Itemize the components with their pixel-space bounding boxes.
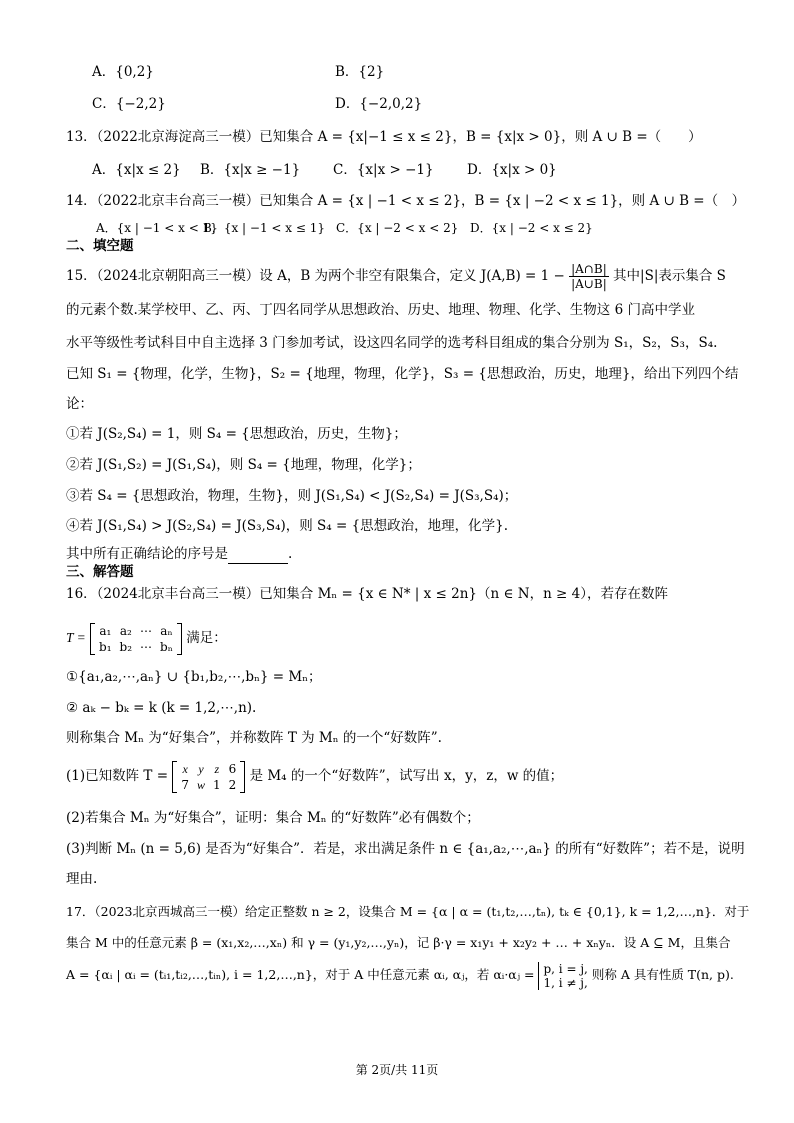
q16-matrix-line: [66, 620, 227, 656]
q16-part1-text: (1)已知数阵 T =: [66, 768, 169, 784]
q13-option-d: D．{x|x > 0}: [467, 162, 557, 178]
q14-stem: 14．（2022北京丰台高三一模）已知集合 A = {x | −1 < x ≤ 2}，B = {x | −2 < x ≤ 1}，则 A ∪ B =（ ）: [66, 193, 746, 209]
matrix-cell: 7: [181, 777, 189, 792]
q12-option-a: A．{0,2}: [92, 64, 154, 80]
q16-part2: (2)若集合 Mₙ 为“好集合”，证明：集合 Mₙ 的“好数阵”必有偶数个；: [66, 810, 480, 826]
q15-conclusion-3: ③若 S₄ = {思想政治，物理，生物}，则 J(S₁,S₄) < J(S₂,S₄) = J(S₃,S₄)；: [66, 488, 518, 504]
q16-part1: [66, 758, 563, 794]
q17-case-1: p, i = j,: [543, 961, 588, 976]
q15-fraction-denominator: |A∪B|: [571, 277, 607, 291]
q15-line4: 已知 S₁ = {物理，化学，生物}，S₂ = {地理，物理，化学}，S₃ = {思想政治，历史，地理}，给出下列四个结: [66, 366, 739, 382]
matrix-cell: a₂: [119, 623, 132, 638]
q17-piecewise: [538, 962, 587, 990]
matrix-cell: z: [214, 761, 220, 776]
section-answer-heading: 三、解答题: [66, 564, 134, 580]
q15-line1-tail: 其中|S|表示集合 S: [613, 268, 726, 284]
q16-matrix-after: 满足：: [186, 630, 227, 646]
page-footer: 第 2页/共 11页: [355, 1063, 439, 1077]
q16-part3-continued: 理由.: [66, 871, 98, 887]
q14-option-d: D．{x | −2 < x ≤ 2}: [470, 221, 593, 235]
q17-line3-tail: 则称 A 具有性质 T(n, p).: [591, 967, 734, 982]
q12-option-c: C．{−2,2}: [92, 96, 166, 112]
q16-matrix-label: T =: [66, 630, 86, 645]
matrix-cell: b₁: [99, 639, 112, 654]
q12-option-b: B．{2}: [335, 64, 385, 80]
q17-line2: 集合 M 中的任意元素 β = (x₁,x₂,…,xₙ) 和 γ = (y₁,y₂,…,yₙ)，记 β·γ = x₁y₁ + x₂y₂ + … + xₙyₙ．设 A ⊆ M，且集合: [66, 935, 731, 950]
answer-blank: [228, 549, 288, 564]
matrix-cell: bₙ: [160, 639, 173, 654]
q16-part3: (3)判断 Mₙ (n = 5,6) 是否为“好集合”．若是，求出满足条件 n ∈ {a₁,a₂,⋯,aₙ} 的所有“好数阵”；若不是，说明: [66, 841, 745, 857]
q15-question: 其中所有正确结论的序号是 .: [66, 546, 293, 562]
q15-fraction: [569, 262, 609, 291]
matrix-cell: b₂: [119, 639, 133, 654]
q15-conclusion-1: ①若 J(S₂,S₄) = 1，则 S₄ = {思想政治，历史，生物}；: [66, 426, 407, 442]
q12-option-d: D．{−2,0,2}: [335, 96, 423, 112]
q15-line2: 的元素个数.某学校甲、乙、丙、丁四名同学从思想政治、历史、地理、物理、化学、生物这 6 门高中学业: [66, 302, 695, 318]
q16-matrix-example: [172, 761, 245, 793]
matrix-cell: ⋯: [140, 639, 153, 654]
q15-question-text: 其中所有正确结论的序号是: [66, 546, 228, 562]
q14-option-a: A．{x | −1 < x < 1}: [96, 221, 218, 235]
q16-line1: 16．（2024北京丰台高三一模）已知集合 Mₙ = {x ∈ N* | x ≤ 2n}（n ∈ N，n ≥ 4），若存在数阵: [66, 586, 668, 602]
matrix-cell: w: [196, 777, 205, 792]
q15-line5: 论：: [66, 396, 93, 412]
q15-line3: 水平等级性考试科目中自主选择 3 门参加考试，设这四名同学的选考科目组成的集合分别为 S₁，S₂，S₃，S₄.: [66, 335, 718, 351]
q17-line3: [66, 958, 734, 992]
matrix-cell: y: [198, 761, 204, 776]
q13-option-c: C．{x|x > −1}: [333, 162, 434, 178]
q16-condition-1: ①{a₁,a₂,⋯,aₙ} ∪ {b₁,b₂,⋯,bₙ} = Mₙ；: [66, 669, 322, 685]
q17-line3-text: A = {αᵢ | αᵢ = (tᵢ₁,tᵢ₂,…,tᵢₙ), i = 1,2,…,n}，对于 A 中任意元素 αᵢ, αⱼ，若 αᵢ·αⱼ =: [66, 967, 535, 982]
q16-matrix-t: [90, 623, 182, 655]
q14-option-b: B．{x | −1 < x ≤ 1}: [203, 221, 325, 235]
q15-conclusion-2: ②若 J(S₁,S₂) = J(S₁,S₄)，则 S₄ = {地理，物理，化学}；: [66, 457, 421, 473]
matrix-cell: 1: [212, 777, 221, 792]
q15-conclusion-4: ④若 J(S₁,S₄) > J(S₂,S₄) = J(S₃,S₄)，则 S₄ = {思想政治，地理，化学}.: [66, 518, 509, 534]
q15-line1-text: 15．（2024北京朝阳高三一模）设 A，B 为两个非空有限集合，定义 J(A,B) = 1 −: [66, 268, 565, 284]
q14-option-c: C．{x | −2 < x < 2}: [336, 221, 459, 235]
q16-definition: 则称集合 Mₙ 为“好集合”，并称数阵 T 为 Mₙ 的一个“好数阵”.: [66, 730, 442, 746]
q16-condition-2: ② aₖ − bₖ = k (k = 1,2,⋯,n).: [66, 700, 257, 716]
q13-stem: 13．（2022北京海淀高三一模）已知集合 A = {x|−1 ≤ x ≤ 2}，B = {x|x > 0}，则 A ∪ B =（ ）: [66, 129, 702, 145]
matrix-cell: 2: [228, 777, 237, 792]
matrix-cell: ⋯: [140, 623, 153, 638]
matrix-cell: x: [182, 761, 188, 776]
matrix-cell: 6: [228, 761, 237, 776]
q16-part1-tail: 是 M₄ 的一个“好数阵”，试写出 x，y，z，w 的值；: [249, 768, 564, 784]
q13-option-a: A．{x|x ≤ 2}: [92, 162, 181, 178]
q13-option-b: B．{x|x ≥ −1}: [200, 162, 301, 178]
section-fill-in-heading: 二、填空题: [66, 238, 134, 254]
q17-line1: 17．（2023北京西城高三一模）给定正整数 n ≥ 2，设集合 M = {α | α = (t₁,t₂,…,tₙ), tₖ ∈ {0,1}, k = 1,2,…,n}．对于: [66, 904, 750, 919]
q15-fraction-numerator: |A∩B|: [571, 262, 607, 276]
matrix-cell: aₙ: [160, 623, 173, 638]
q17-case-2: 1, i ≠ j,: [543, 975, 588, 990]
q15-line1: [66, 262, 726, 291]
matrix-cell: a₁: [99, 623, 112, 638]
